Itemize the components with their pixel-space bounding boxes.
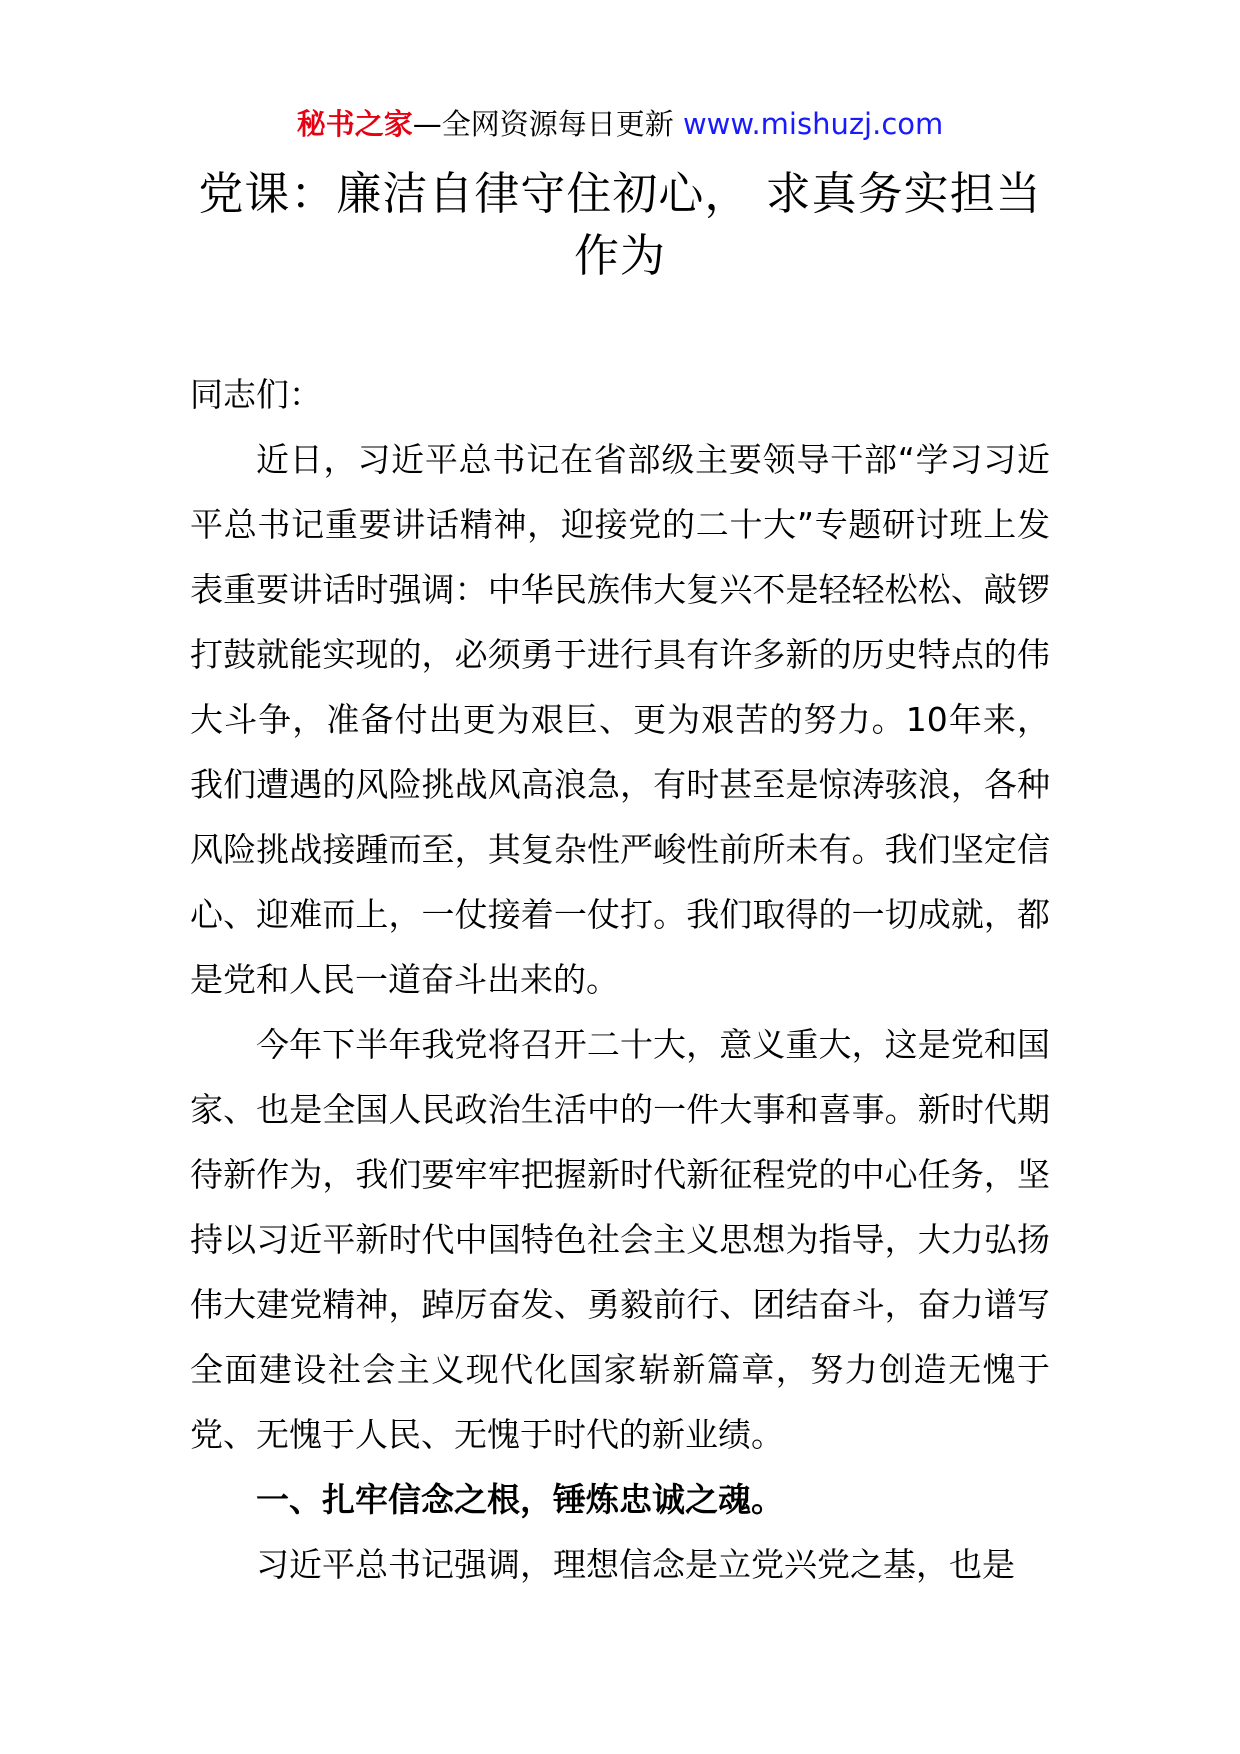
- site-url-link[interactable]: www.mishuzj.com: [682, 107, 944, 141]
- document-body: [190, 362, 1050, 1597]
- section-heading: 一、扎牢信念之根，锤炼忠诚之魂。: [256, 1480, 784, 1519]
- site-header: [0, 104, 1240, 144]
- header-tagline: —全网资源每日更新: [412, 107, 683, 141]
- body-paragraph: 今年下半年我党将召开二十大，意义重大，这是党和国家、也是全国人民政治生活中的一件大事和喜事。新时代期待新作为，我们要牢牢把握新时代新征程党的中心任务，坚持以习近平新时代中国特色社会主义思想为指导，大力弘扬伟大建党精神，踔厉奋发、勇毅前行、团结奋斗，奋力谱写全面建设社会主义现代化国家崭新篇章，努力创造无愧于党、无愧于人民、无愧于时代的新业绩。: [190, 1025, 1050, 1454]
- brand-name: 秘书之家: [296, 107, 413, 141]
- body-paragraph: 习近平总书记强调，理想信念是立党兴党之基，也是: [256, 1545, 1015, 1584]
- body-paragraph: 近日，习近平总书记在省部级主要领导干部“学习习近平总书记重要讲话精神，迎接党的二十大”专题研讨班上发表重要讲话时强调：中华民族伟大复兴不是轻轻松松、敲锣打鼓就能实现的，必须勇于进行具有许多新的历史特点的伟大斗争，准备付出更为艰巨、更为艰苦的努力。10年来，我们遭遇的风险挑战风高浪急，有时甚至是惊涛骇浪，各种风险挑战接踵而至，其复杂性严峻性前所未有。我们坚定信心、迎难而上，一仗接着一仗打。我们取得的一切成就，都是党和人民一道奋斗出来的。: [190, 440, 1050, 999]
- document-title: 党课：廉洁自律守住初心， 求真务实担当作为: [198, 167, 1042, 282]
- salutation: 同志们：: [190, 375, 322, 414]
